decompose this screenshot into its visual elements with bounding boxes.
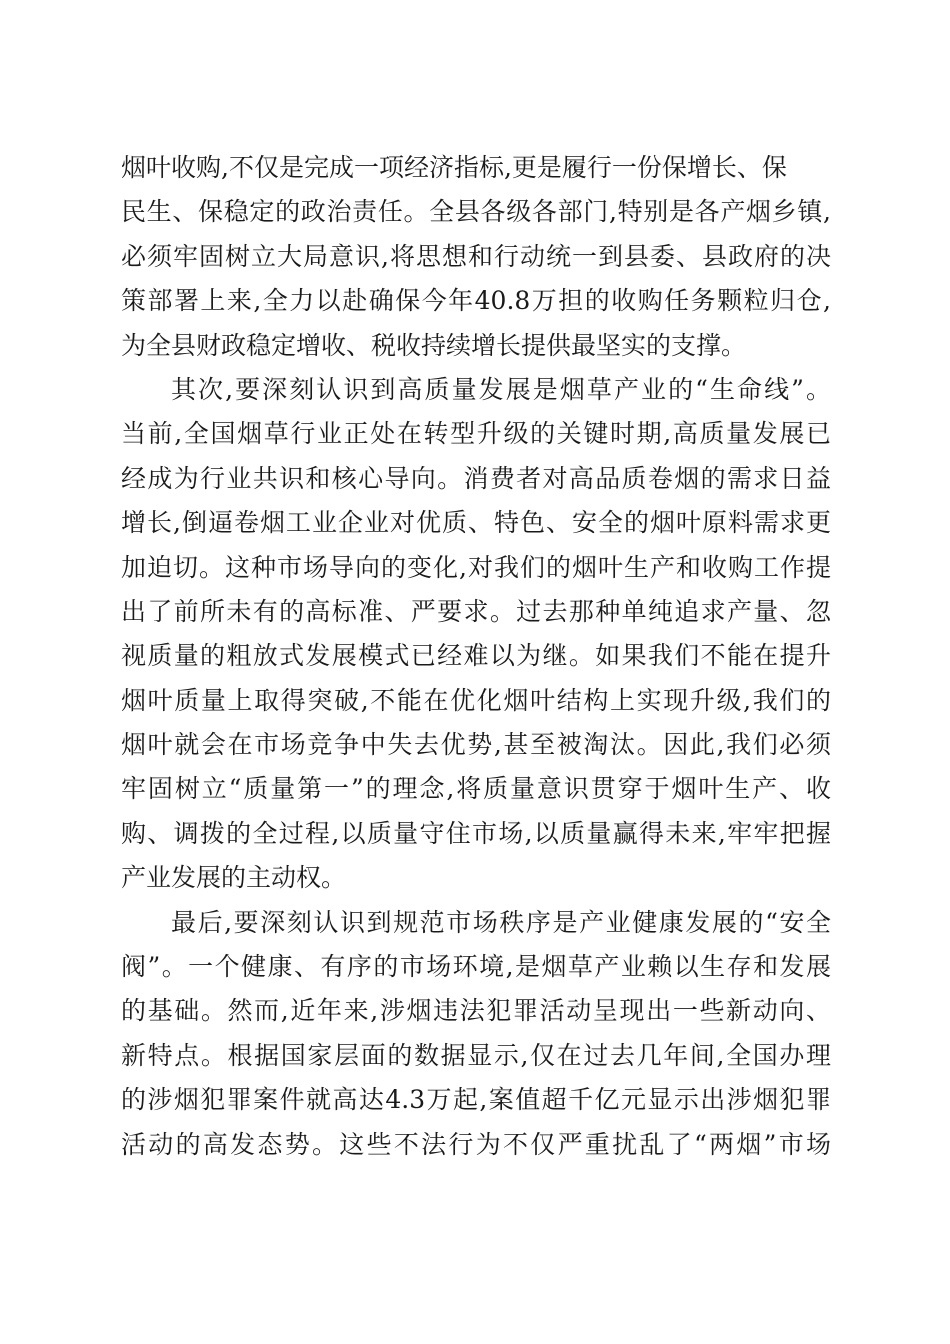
- text-line: 新特点。根据国家层面的数据显示,仅在过去几年间,全国办理: [121, 1040, 831, 1070]
- text-line: 为全县财政稳定增收、税收持续增长提供最坚实的支撑。: [121, 330, 747, 360]
- text-line: 活动的高发态势。这些不法行为不仅严重扰乱了“两烟”市场: [121, 1129, 831, 1159]
- text-line: 加迫切。这种市场导向的变化,对我们的烟叶生产和收购工作提: [121, 552, 831, 582]
- text-line: 策部署上来,全力以赴确保今年40.8万担的收购任务颗粒归仓,: [121, 286, 831, 316]
- text-line: 牢固树立“质量第一”的理念,将质量意识贯穿于烟叶生产、收: [121, 774, 831, 804]
- text-line: 的涉烟犯罪案件就高达4.3万起,案值超千亿元显示出涉烟犯罪: [121, 1085, 831, 1115]
- text-line: 产业发展的主动权。: [121, 863, 347, 893]
- text-line: 视质量的粗放式发展模式已经难以为继。如果我们不能在提升: [121, 641, 831, 671]
- text-line: 当前,全国烟草行业正处在转型升级的关键时期,高质量发展已: [121, 419, 831, 449]
- text-line: 购、调拨的全过程,以质量守住市场,以质量赢得未来,牢牢把握: [121, 818, 831, 848]
- text-line: 烟叶就会在市场竞争中失去优势,甚至被淘汰。因此,我们必须: [121, 730, 831, 760]
- paragraph-start-line: 其次,要深刻认识到高质量发展是烟草产业的“生命线”。: [171, 374, 831, 404]
- text-line: 烟叶质量上取得突破,不能在优化烟叶结构上实现升级,我们的: [121, 685, 831, 715]
- paragraph-start-line: 最后,要深刻认识到规范市场秩序是产业健康发展的“安全: [171, 907, 831, 937]
- text-line: 经成为行业共识和核心导向。消费者对高品质卷烟的需求日益: [121, 463, 831, 493]
- text-line: 增长,倒逼卷烟工业企业对优质、特色、安全的烟叶原料需求更: [121, 508, 831, 538]
- text-line: 必须牢固树立大局意识,将思想和行动统一到县委、县政府的决: [121, 241, 831, 271]
- text-line: 烟叶收购,不仅是完成一项经济指标,更是履行一份保增长、保: [121, 153, 787, 182]
- text-line: 民生、保稳定的政治责任。全县各级各部门,特别是各产烟乡镇,: [121, 197, 831, 227]
- text-line: 阀”。一个健康、有序的市场环境,是烟草产业赖以生存和发展: [121, 952, 831, 982]
- text-line: 的基础。然而,近年来,涉烟违法犯罪活动呈现出一些新动向、: [121, 996, 831, 1026]
- text-line: 出了前所未有的高标准、严要求。过去那种单纯追求产量、忽: [121, 596, 831, 626]
- body-text: [121, 146, 831, 1167]
